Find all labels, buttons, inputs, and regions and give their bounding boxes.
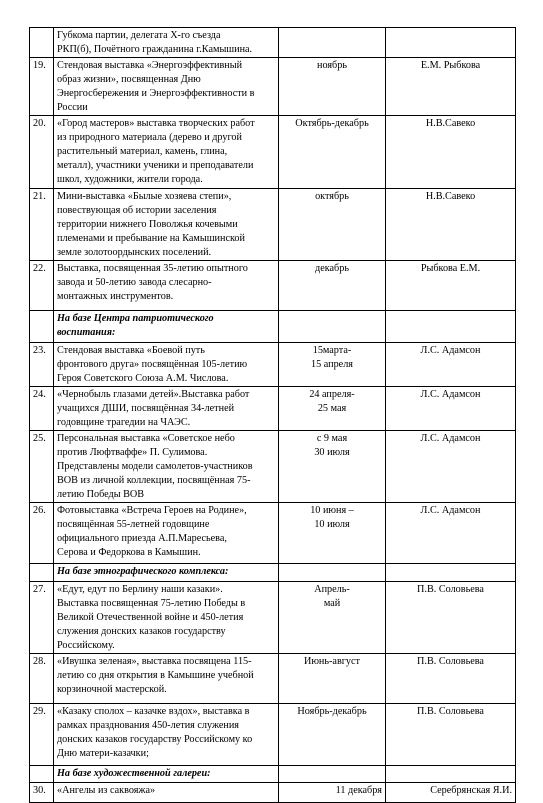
table-row (30, 116, 516, 189)
responsible-person: Л.С. Адамсон (386, 343, 516, 387)
responsible-person (386, 766, 516, 783)
event-name: На базе художественной галереи: (54, 766, 279, 783)
event-date: с 9 мая 30 июля (279, 431, 386, 503)
event-date (279, 311, 386, 343)
responsible-person: П.В. Соловьева (386, 654, 516, 704)
row-number: 22. (30, 261, 54, 311)
row-number: 28. (30, 654, 54, 704)
events-table-body (30, 28, 516, 803)
event-name: Губкома партии, делегата Х-го съезда РКП(б), Почётного гражданина г.Камышина. (54, 28, 279, 58)
row-number: 20. (30, 116, 54, 189)
row-number: 29. (30, 704, 54, 766)
responsible-person: П.В. Соловьева (386, 704, 516, 766)
row-number (30, 28, 54, 58)
event-date: октябрь (279, 189, 386, 261)
table-row (30, 704, 516, 766)
table-row (30, 503, 516, 564)
event-name: Персональная выставка «Советское небо против Люфтваффе» П. Сулимова. Представлены модели самолетов-участников ВОВ из личной коллекции, посвящённая 75- летию Победы ВОВ (54, 431, 279, 503)
event-name: «Ангелы из саквояжа» (54, 783, 279, 803)
responsible-person: Н.В.Савеко (386, 189, 516, 261)
event-date: 24 апреля- 25 мая (279, 387, 386, 431)
table-row (30, 189, 516, 261)
table-row (30, 58, 516, 116)
event-name: Стендовая выставка «Боевой путь фронтового друга» посвящённая 105-летию Героя Советского Союза А.М. Числова. (54, 343, 279, 387)
event-name: «Едут, едут по Берлину наши казаки». Выставка посвященная 75-летию Победы в Великой Отечественной войне и 450-летия служения донских казаков государству Российскому. (54, 582, 279, 654)
event-date: Ноябрь-декабрь (279, 704, 386, 766)
row-number (30, 564, 54, 582)
event-date: 11 декабря (279, 783, 386, 803)
table-row (30, 343, 516, 387)
event-name: Фотовыставка «Встреча Героев на Родине», посвящённая 55-летней годовщине официального приезда А.П.Маресьева, Серова и Федоркова в Камышин. (54, 503, 279, 564)
table-row (30, 261, 516, 311)
row-number: 24. (30, 387, 54, 431)
row-number: 21. (30, 189, 54, 261)
event-name: Стендовая выставка «Энергоэффективный образ жизни», посвященная Дню Энергосбережения и Энергоэффективности в России (54, 58, 279, 116)
event-name: На базе Центра патриотического воспитания: (54, 311, 279, 343)
row-number: 26. (30, 503, 54, 564)
responsible-person: Е.М. Рыбкова (386, 58, 516, 116)
responsible-person: Л.С. Адамсон (386, 431, 516, 503)
responsible-person: П.В. Соловьева (386, 582, 516, 654)
events-table (29, 27, 516, 803)
row-number: 25. (30, 431, 54, 503)
table-row (30, 387, 516, 431)
row-number: 23. (30, 343, 54, 387)
row-number (30, 311, 54, 343)
table-row (30, 783, 516, 803)
responsible-person: Л.С. Адамсон (386, 503, 516, 564)
event-date: 10 июня – 10 июля (279, 503, 386, 564)
section-header-row (30, 766, 516, 783)
event-name: На базе этнографического комплекса: (54, 564, 279, 582)
table-row (30, 582, 516, 654)
event-name: Мини-выставка «Былые хозяева степи», повествующая об истории заселения территории нижнего Поволжья кочевыми племенами и пребывание на Камышинской земле золотоордынских поселений. (54, 189, 279, 261)
table-row (30, 28, 516, 58)
event-date (279, 28, 386, 58)
event-date: 15марта- 15 апреля (279, 343, 386, 387)
event-name: «Казаку сполох – казачке вздох», выставка в рамках празднования 450-летия служения донских казаков государству Российскому ко Дню матери-казачки; (54, 704, 279, 766)
row-number: 30. (30, 783, 54, 803)
responsible-person (386, 311, 516, 343)
responsible-person: Рыбкова Е.М. (386, 261, 516, 311)
responsible-person: Л.С. Адамсон (386, 387, 516, 431)
event-date: Апрель- май (279, 582, 386, 654)
event-date: ноябрь (279, 58, 386, 116)
event-date: Октябрь-декабрь (279, 116, 386, 189)
event-name: Выставка, посвященная 35-летию опытного завода и 50-летию завода слесарно- монтажных инструментов. (54, 261, 279, 311)
section-header-row (30, 564, 516, 582)
event-name: «Ивушка зеленая», выставка посвящена 115- летию со дня открытия в Камышине учебной корзиночной мастерской. (54, 654, 279, 704)
responsible-person: Н.В.Савеко (386, 116, 516, 189)
responsible-person (386, 28, 516, 58)
event-date (279, 766, 386, 783)
event-date: декабрь (279, 261, 386, 311)
table-row (30, 431, 516, 503)
responsible-person (386, 564, 516, 582)
row-number: 27. (30, 582, 54, 654)
responsible-person: Серебрянская Я.И. (386, 783, 516, 803)
table-row (30, 654, 516, 704)
event-name: «Город мастеров» выставка творческих работ из природного материала (дерево и другой растительный материал, камень, глина, металл), участники ученики и преподаватели школ, художники, жители города. (54, 116, 279, 189)
row-number: 19. (30, 58, 54, 116)
event-date (279, 564, 386, 582)
event-date: Июнь-август (279, 654, 386, 704)
section-header-row (30, 311, 516, 343)
row-number (30, 766, 54, 783)
event-name: «Чернобыль глазами детей».Выставка работ учащихся ДШИ, посвящённая 34-летней годовщине трагедии на ЧАЭС. (54, 387, 279, 431)
